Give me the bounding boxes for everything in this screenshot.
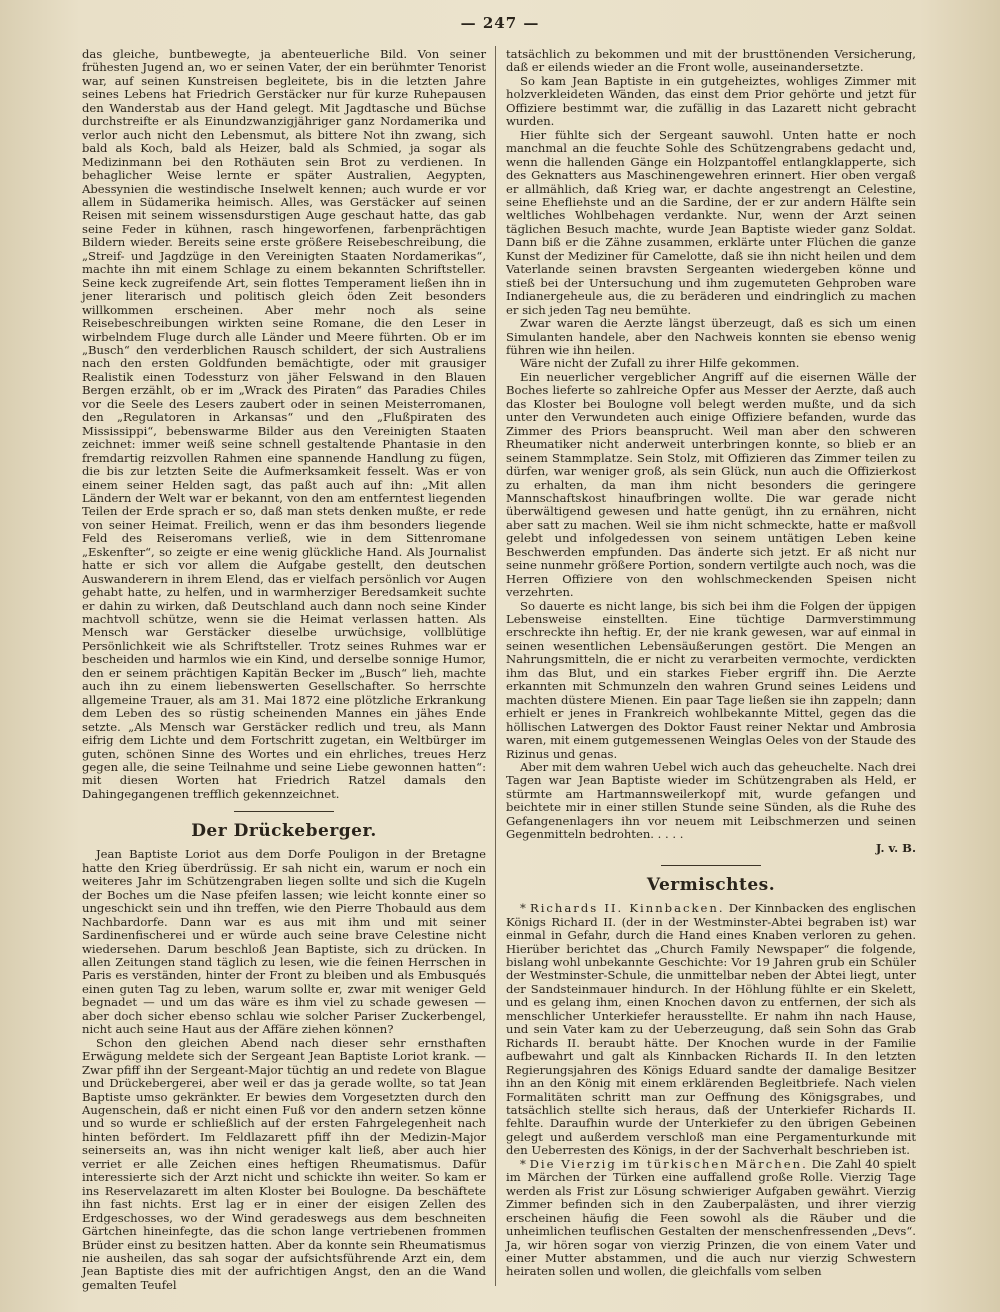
misc-item-paragraph: * Richards II. Kinnbacken. Der Kinnbacken des englischen Königs Richard II. (der in der Westminster-Abtei begraben ist) war einmal in Gefahr, durch die Hand eines Knaben verloren zu gehen. Hierüber berichtet das „Church Family Newspaper“ die folgende, bislang wohl unbekannte Geschichte: Vor 19 Jahren grub ein Schüler der Westminster-Schule, die unmittelbar neben der Abtei liegt, unter der Sandsteinmauer hindurch. In der Höhlung fühlte er ein Skelett, und es gelang ihm, einen Knochen davon zu entfernen, der sich als menschlicher Unterkiefer herausstellte. Er nahm ihn nach Hause, und sein Vater kam zu der Ueberzeugung, daß sein Sohn das Grab Richards II. beraubt hätte. Der Knochen wurde in der Familie aufbewahrt und galt als Kinnbacken Richards II. In den letzten Regierungsjahren des Königs Eduard sandte der damalige Besitzer ihn an den König mit einem erklärenden Begleitbriefe. Nach vielen Formalitäten schritt man zur Oeffnung des Königsgrabes, und tatsächlich stellte sich heraus, daß der Unterkiefer Richards II. fehlte. Daraufhin wurde der Unterkiefer zu den übrigen Gebeinen gelegt und außerdem verschloß man eine Pergamenturkunde mit den Ueberresten des Königs, in der der Sachverhalt beschrieben ist. — [506, 901, 917, 1158]
story-paragraph: Wäre nicht der Zufall zu ihrer Hilfe gekommen. — [520, 356, 800, 371]
story-signature: J. v. B. — [875, 840, 916, 855]
misc-item-lead: Richards II. Kinnbacken. — [529, 901, 725, 916]
misc-item-paragraph: * Die Vierzig im türkischen Märchen. Die Zahl 40 spielt im Märchen der Türken eine auffallend große Rolle. Vierzig Tage werden als Frist zur Lösung schwieriger Aufgaben gewährt. Vierzig Zimmer befinden sich in den Zauberpalästen, und ihrer vierzig erscheinen häufig die Feen sowohl als die Räuber und die unheimlichen teuflischen Gestalten der menschenfressenden „Devs“. Ja, wir hören sogar von vierzig Prinzen, die von einem Vater und einer Mutter abstammen, und die auch nur vierzig Schwestern heiraten sollen und wollen, die gleichfalls vom selben — [506, 1156, 917, 1279]
gerstaecker-article-text: das gleiche, buntbewegte, ja abenteuerliche Bild. Von seiner frühesten Jugend an, wo er seinen Vater, der ein berühmter Tenorist war, auf seinen Kunstreisen begleitete, bis in die letzten Jahre seines Lebens hat Friedrich Gerstäcker nur für kurze Ruhepausen den Wanderstab aus der Hand gelegt. Mit Jagdtasche und Büchse durchstreifte er als Einundzwanzigjähriger ganz Nordamerika und verlor auch nicht den Lebensmut, als bittere Not ihn zwang, sich bald als Koch, bald als Heizer, bald als Schmied, ja sogar als Medizinmann bei den Rothäuten sein Brot zu verdienen. In behaglicher Weise lernte er später Australien, Aegypten, Abessynien die westindische Inselwelt kennen; auch wurde er vor allem in Südamerika heimisch. Alles, was Gerstäcker auf seinen Reisen mit seinem wissensdurstigen Auge geschaut hatte, das gab seine Feder in kühnen, rasch hingeworfenen, farbenprächtigen Bildern wieder. Bereits seine erste größere Reisebeschreibung, die „Streif- und Jagdzüge in den Vereinigten Staaten Nordamerikas“, machte ihn mit einem Schlage zu einem bekannten Schriftsteller. Seine keck zugreifende Art, sein flottes Temperament ließen ihn in jener literarisch und politisch gleich öden Zeit besonders willkommen erscheinen. Aber mehr noch als seine Reisebeschreibungen wirkten seine Romane, die den Leser in wirbelndem Fluge durch alle Länder und Meere führten. Ob er im „Busch“ den verderblichen Rausch schildert, der sich Australiens nach den ersten Goldfunden bemächtigte, oder mit grausiger Realistik einen Todessturz von jäher Felswand in den Blauen Bergen erzählt, ob er im „Wrack des Piraten“ das Paradies Chiles vor die Seele des Lesers zaubert oder in seinen Meisterromanen, den „Regulatoren in Arkansas“ und den „Flußpiraten des Mississippi“, bebenswarme Bilder aus den Vereinigten Staaten zeichnet: immer weiß seine schnell gestaltende Phantasie in den fremdartig reizvollen Rahmen eine spannende Handlung zu fügen, die bis zur letzten Seite die Aufmerksamkeit fesselt. Was er von einem seiner Helden sagt, das paßt auch auf ihn: „Mit allen Ländern der Welt war er bekannt, von den am entferntest liegenden Teilen der Erde sprach er so, daß man stets denken mußte, er rede von seiner Heimat. Freilich, wenn er das ihm besonders liegende Feld des Reiseromans verließ, wie in dem Sittenromane „Eskenfter“, so zeigte er eine wenig glückliche Hand. Als Journalist hatte er sich vor allem die Aufgabe gestellt, den deutschen Auswanderern in ihrem Elend, das er vielfach persönlich vor Augen gehabt hatte, zu helfen, und in warmherziger Beredsamkeit suchte er dahin zu wirken, daß Deutschland auch dann noch seine Kinder machtvoll schütze, wenn sie die Heimat verlassen hatten. Als Mensch war Gerstäcker dieselbe urwüchsige, vollblütige Persönlichkeit wie als Schriftsteller. Trotz seines Ruhmes war er bescheiden und harmlos wie ein Kind, und derselbe sonnige Humor, den er seinem prächtigen Kapitän Becker im „Busch“ lieh, machte auch ihn zu einem liebenswerten Gesellschafter. So herrschte allgemeine Trauer, als am 31. Mai 1872 eine plötzliche Erkrankung dem Leben des so rüstig scheinenden Mannes ein jähes Ende setzte. „Als Mensch war Gerstäcker redlich und treu, als Mann eifrig dem Lichte und dem Fortschritt zugetan, ein Weltbürger im guten, schönen Sinne des Wortes und ein ehrliches, treues Herz gegen alle, die seine Teilnahme und seine Liebe gewonnen hatten“: mit diesen Worten hat Friedrich Ratzel damals den Dahingegangenen trefflich gekennzeichnet. — [82, 47, 486, 801]
misc-item-text: Der Kinnbacken des englischen Königs Richard II. (der in der Westminster-Abtei begraben ist) war einmal in Gefahr, durch die Hand eines Knaben verloren zu gehen. Hierüber berichtet das „Church Family Newspaper“ die folgende, bislang wohl unbekannte Geschichte: Vor 19 Jahren grub ein Schüler der Westminster-Schule, die unmittelbar neben der Abtei liegt, unter der Sandsteinmauer hindurch. In der Höhlung fühlte er ein Skelett, und es gelang ihm, einen Knochen davon zu entfernen, der sich als menschlicher Unterkiefer herausstellte. Er nahm ihn nach Hause, und sein Vater kam zu der Ueberzeugung, daß sein Sohn das Grab Richards II. beraubt hätte. Der Knochen wurde in der Familie aufbewahrt und galt als Kinnbacken Richards II. In den letzten Regierungsjahren des Königs Eduard sandte der damalige Besitzer ihn an den König mit einem erklärenden Begleitbriefe. Nach vielen Formalitäten schritt man zur Oeffnung des Königsgrabes, und tatsächlich stellte sich heraus, daß der Unterkiefer Richards II. fehlte. Daraufhin wurde der Unterkiefer zu den übrigen Gebeinen gelegt und außerdem verschloß man eine Pergamenturkunde mit den Ueberresten des Königs, in der der Sachverhalt beschrieben ist. — [506, 901, 917, 1158]
story-paragraph: Ein neuerlicher vergeblicher Angriff auf die eisernen Wälle der Boches lieferte so zahlreiche Opfer aus Messer der Aerzte, daß auch das Kloster bei Boulogne voll belegt werden mußte, und da sich unter den Verwundeten auch einige Offiziere befanden, wurde das Zimmer des Priors beansprucht. Weil man aber den schweren Rheumatiker nicht anderweit unterbringen konnte, so blieb er an seinem Stammplatze. Sein Stolz, mit Offizieren das Zimmer teilen zu dürfen, war weniger groß, als sein Glück, nun auch die Offizierkost zu erhalten, da man ihm nicht besonders die geringere Mannschaftskost hinaufbringen wollte. Die war gerade nicht überwältigend gewesen und hatte genügt, ihn zu ernähren, nicht aber satt zu machen. Weil sie ihm nicht schmeckte, hatte er maßvoll gelebt und infolgedessen von seinem untätigen Leben keine Beschwerden empfunden. Das änderte sich jetzt. Er aß nicht nur seine nunmehr größere Portion, sondern vertilgte auch noch, was die Herren Offiziere von den wohlschmeckenden Speisen nicht verzehrten. — [506, 369, 916, 600]
misc-item-lead: Die Vierzig im türkischen Märchen. — [529, 1156, 808, 1171]
story-paragraph: Jean Baptiste Loriot aus dem Dorfe Pouligon in der Bretagne hatte den Krieg überdrüssig. Er sah nicht ein, warum er noch ein weiteres Jahr im Schützengraben liegen sollte und sich die Kugeln der Boches um die Nase pfeifen lassen; wie leicht konnte einer so ungeschickt sein und ihn treffen, wie den Pierre Thobauld aus dem Nachbardorfe. Dann war es aus mit ihm und mit seiner Sardinenfischerei und er würde auch seine brave Celestine nicht wiedersehen. Darum beschloß Jean Baptiste, sich zu drücken. In allen Zeitungen stand täglich zu lesen, wie die feinen Herrschen in Paris es verständen, hinter der Front zu bleiben und als Embusqués einen guten Tag zu leben, warum sollte er, zwar mit weniger Geld begnadet — und um das wäre es ihm viel zu schade gewesen — aber doch sicher ebenso schlau wie solcher Pariser Zuckerbengel, nicht auch seine Haut aus der Affäre ziehen können? — [82, 847, 486, 1037]
misc-section-title: Vermischtes. — [646, 875, 776, 896]
story-paragraph: tatsächlich zu bekommen und mit der brusttönenden Versicherung, daß er eilends wieder an die Front wolle, auseinandersetzte. — [506, 47, 916, 75]
misc-item-text: Die Zahl 40 spielt im Märchen der Türken eine auffallend große Rolle. Vierzig Tage werden als Frist zur Lösung schwieriger Aufgaben gewährt. Vierzig Zimmer befinden sich in den Zauberpalästen, und ihrer vierzig erscheinen häufig die Feen sowohl als die Räuber und die unheimlichen teuflischen Gestalten der menschenfressenden „Devs“. Ja, wir hören sogar von vierzig Prinzen, die von einem Vater und einer Mutter abstammen, und die auch nur vierzig Schwestern heiraten sollen und wollen, die gleichfalls vom selben — [506, 1156, 917, 1279]
story-paragraph: Hier fühlte sich der Sergeant sauwohl. Unten hatte er noch manchmal an die feuchte Sohle des Schützengrabens gedacht und, wenn die hallenden Gänge ein Holzpantoffel entlangklapperte, sich des Geknatters aus Maschinengewehren erinnert. Hier oben vergaß er allmählich, daß Krieg war, er dachte angestrengt an Celestine, seine Ehefliehste und an die Sardine, der er zur andern Hälfte sein weltliches Wohlbehagen verdankte. Nur, wenn der Arzt seinen täglichen Besuch machte, wurde Jean Baptiste wieder ganz Soldat. Dann biß er die Zähne zusammen, erklärte unter Flüchen die ganze Kunst der Mediziner für Camelotte, daß sie ihn nicht heilen und dem Vaterlande seinen bravsten Sergeanten wiedergeben könne und stieß bei der Untersuchung und ihm zugemuteten Gehproben ware Indianergeheule aus, die zu beräderen und eindringlich zu machen er sich jeden Tag neu bemühte. — [506, 127, 916, 317]
right-column — [506, 48, 916, 1284]
story-paragraph: Zwar waren die Aerzte längst überzeugt, daß es sich um einen Simulanten handele, aber den Nachweis konnten sie ebenso wenig führen wie ihn heilen. — [506, 316, 916, 357]
column-divider — [495, 46, 496, 1286]
section-separator — [661, 865, 761, 866]
story-paragraph: So dauerte es nicht lange, bis sich bei ihm die Folgen der üppigen Lebensweise einstellten. Eine tüchtige Darmverstimmung erschreckte ihn heftig. Er, der nie krank gewesen, war auf einmal in seinen wesentlichen Lebensäußerungen gestört. Die Mengen an Nahrungsmitteln, die er nicht zu verarbeiten vermochte, verdickten ihm das Blut, und ein starkes Fieber ergriff ihn. Die Aerzte erkannten mit Schmunzeln den wahren Grund seines Leidens und machten düstere Mienen. Ein paar Tage ließen sie ihn zappeln; dann erhielt er jenes in Frankreich wohlbekannte Mittel, gegen das die höllischen Latwergen des Doktor Faust reiner Nektar und Ambrosia waren, mit einem gutgemessenen Weinglas Oeles von der Staude des Rizinus und genas. — [506, 598, 916, 761]
story-paragraph: So kam Jean Baptiste in ein gutgeheiztes, wohliges Zimmer mit holzverkleideten Wänden, das einst dem Prior gehörte und jetzt für Offiziere bestimmt war, die zufällig in das Lazarett nicht gebracht wurden. — [506, 73, 916, 129]
section-separator — [234, 811, 334, 812]
story-title: Der Drückeberger. — [191, 821, 377, 842]
left-column — [82, 47, 486, 1292]
story-paragraph: Schon den gleichen Abend nach dieser sehr ernsthaften Erwägung meldete sich der Sergeant Jean Baptiste Loriot krank. — Zwar pfiff ihn der Sergeant-Major tüchtig an und redete von Blague und Drückebergerei, aber weil er das ja gerade wollte, so tat Jean Baptiste umso gekränkter. Er bewies dem Vorgesetzten durch den Augenschein, daß er nicht einen Fuß vor den andern setzen könne und so wurde er schließlich auf der ersten Fahrgelegenheit nach hinten befördert. Im Feldlazarett pfiff ihn der Medizin-Major seinerseits an, was ihn nicht weniger kalt ließ, aber auch hier verriet er alle Zeichen eines heftigen Rheumatismus. Dafür interessierte sich der Arzt nicht und schickte ihn weiter. So kam er ins Reservelazarett im alten Kloster bei Boulogne. Da beschäftete ihn fast nichts. Erst lag er in einer der eisigen Zellen des Erdgeschosses, wo der Wind geradeswegs aus dem beschneiten Gärtchen hineinfegte, das die schon lange vertriebenen frommen Brüder einst zu besitzen hatten. Aber da konnte sein Rheumatismus nie ausheilen, das sah sogar der aufsichtsführende Arzt ein, dem Jean Baptiste dies mit der aufrichtigen Angst, den an die Wand gemalten Teufel — [82, 1035, 486, 1292]
page-number: — 247 — — [460, 14, 540, 32]
story-paragraph: Aber mit dem wahren Uebel wich auch das geheuchelte. Nach drei Tagen war Jean Baptiste wieder im Schützengraben als Held, er stürmte am Hartmannsweilerkopf mit, wurde gefangen und beichtete mir in einer stillen Stunde seine Sünden, als die Ruhe des Gefangenenlagers ihn vor neuem mit Leibschmerzen und seinen Gegenmitteln bedrohten. . . . . — [506, 760, 916, 842]
